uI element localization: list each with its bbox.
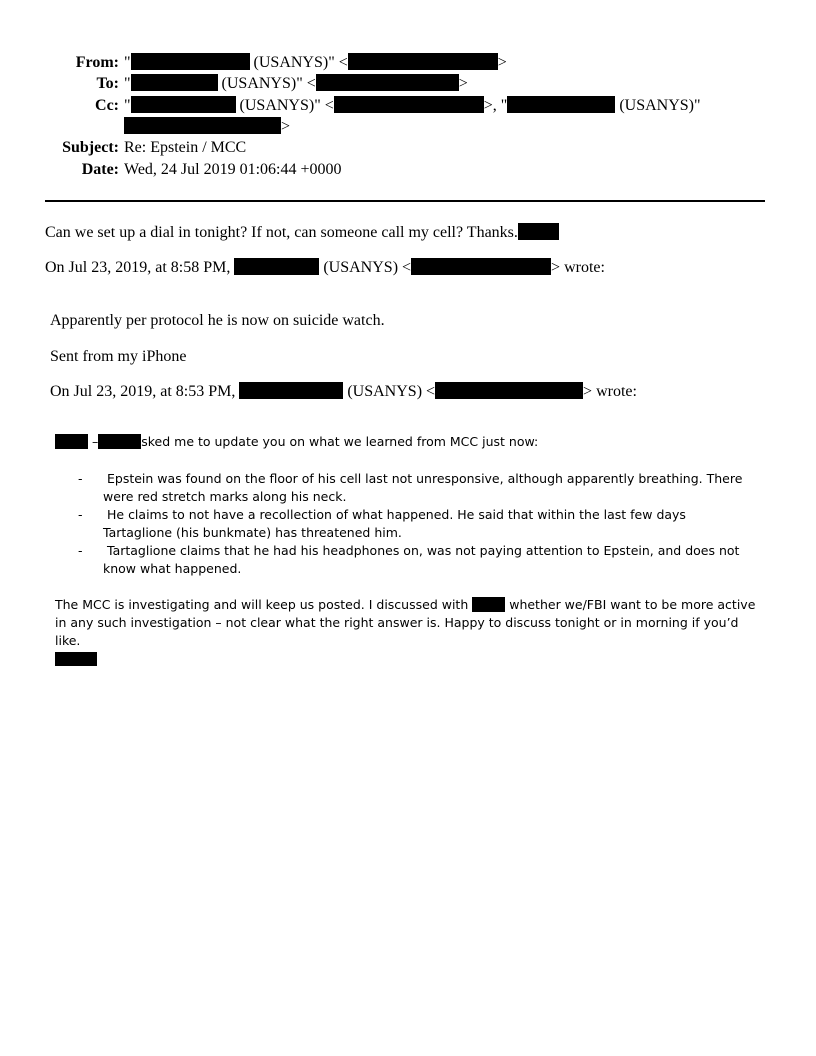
- list-item: - Tartaglione claims that he had his headphones on, was not paying attention to Epstein, and does not know what happened.: [78, 543, 740, 576]
- to-value: " (USANYS)" < >: [124, 75, 468, 92]
- redaction-box: [472, 597, 505, 612]
- signature-redaction: [55, 652, 97, 666]
- to-label: To:: [96, 75, 119, 92]
- cc-row-continued: >: [124, 116, 290, 137]
- redaction-box: [518, 223, 559, 240]
- redaction-box: [507, 96, 615, 113]
- quote1-line-2: Sent from my iPhone: [50, 348, 187, 365]
- quote-header-2: On Jul 23, 2019, at 8:53 PM, (USANYS) < > wrote:: [50, 383, 637, 400]
- reply-message: Can we set up a dial in tonight? If not, can someone call my cell? Thanks.: [45, 223, 559, 243]
- quote1-line-1: Apparently per protocol he is now on suicide watch.: [50, 312, 385, 329]
- redaction-box: [131, 53, 250, 70]
- list-item: - He claims to not have a recollection of what happened. He said that within the last few days Tartaglione (his bunkmate) has threatened him.: [78, 507, 686, 540]
- redaction-box: [435, 382, 583, 399]
- cc-org-1: (USANYS)" <: [239, 97, 334, 114]
- from-org: (USANYS)" <: [253, 54, 348, 71]
- date-label: Date:: [81, 161, 119, 178]
- redaction-box: [316, 74, 459, 91]
- subject-label: Subject:: [62, 139, 119, 156]
- date-value: Wed, 24 Jul 2019 01:06:44 +0000: [124, 161, 342, 178]
- from-label: From:: [75, 54, 119, 71]
- cc-label: Cc:: [95, 97, 119, 114]
- redaction-box: [131, 96, 236, 113]
- redaction-box: [348, 53, 498, 70]
- redaction-box: [411, 258, 551, 275]
- from-value: " (USANYS)" < >: [124, 54, 507, 71]
- closing-paragraph: The MCC is investigating and will keep us posted. I discussed with whether we/FBI want to be more active in any such investigation – not clear what the right answer is. Happy to discuss tonight or in morning if you’d like.: [55, 597, 756, 648]
- redaction-box: [131, 74, 218, 91]
- list-item: - Epstein was found on the floor of his cell last not unresponsive, although apparently breathing. There were red stretch marks along his neck.: [78, 471, 743, 504]
- to-org: (USANYS)" <: [221, 75, 316, 92]
- quote-header-1: On Jul 23, 2019, at 8:58 PM, (USANYS) < > wrote:: [45, 259, 605, 276]
- cc-value: " (USANYS)" < >, " (USANYS)": [124, 97, 701, 114]
- header-divider: [45, 200, 765, 202]
- redaction-box: [239, 382, 343, 399]
- findings-list: [78, 470, 758, 578]
- redaction-box: [234, 258, 319, 275]
- subject-value: Re: Epstein / MCC: [124, 139, 247, 156]
- redaction-box: [98, 434, 141, 449]
- cc-org-2: (USANYS)": [619, 97, 701, 114]
- redaction-box: [124, 117, 281, 134]
- redaction-box: [55, 434, 88, 449]
- quote2-intro: – sked me to update you on what we learned from MCC just now:: [55, 433, 538, 451]
- redaction-box: [334, 96, 484, 113]
